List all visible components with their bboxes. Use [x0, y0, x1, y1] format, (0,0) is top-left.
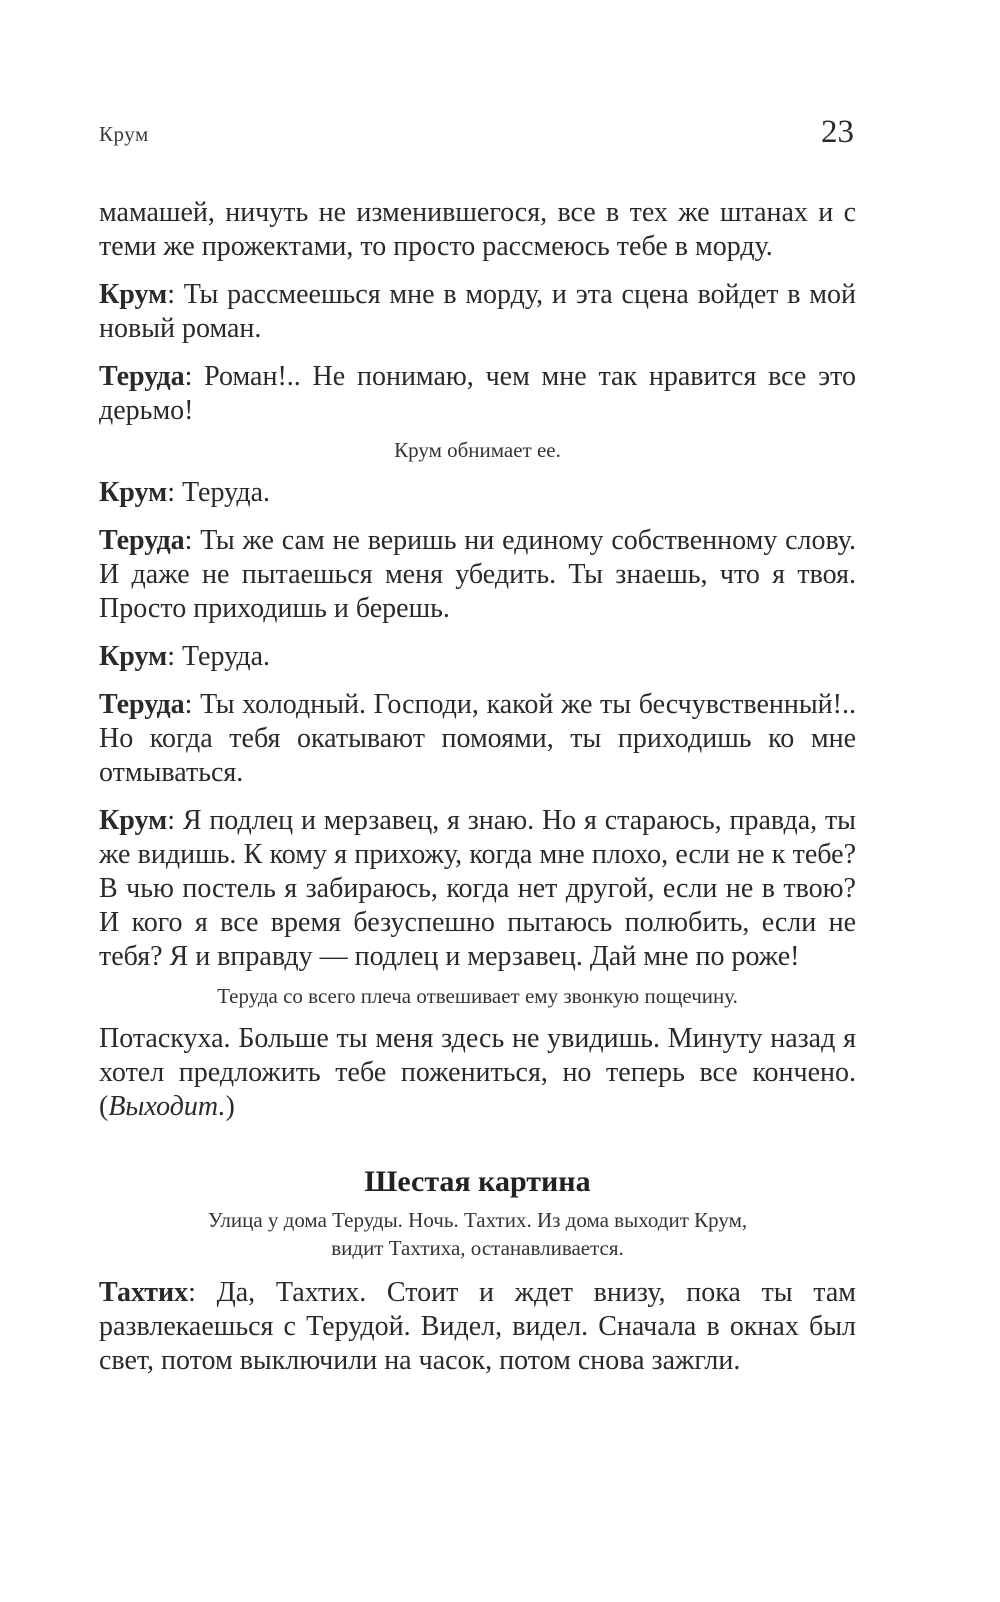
- speaker-name: Крум: [99, 477, 168, 508]
- dialogue-text: : Ты рассмеешься мне в морду, и эта сцена войдет в мой новый роман.: [99, 279, 856, 344]
- dialogue-line: [99, 278, 856, 346]
- dialogue-line: [99, 1276, 856, 1378]
- speaker-name: Теруда: [99, 525, 185, 556]
- dialogue-line: [99, 688, 856, 790]
- speaker-name: Теруда: [99, 361, 185, 392]
- running-title: Крум: [99, 122, 149, 146]
- setting-line: видит Тахтиха, останавливается.: [331, 1236, 624, 1260]
- dialogue-text: : Да, Тахтих. Стоит и ждет внизу, пока ты там развлекаешься с Терудой. Видел, видел. Сначала в окнах был свет, потом выключили на часок, потом снова зажгли.: [99, 1277, 856, 1376]
- speaker-name: Крум: [99, 805, 168, 836]
- stage-direction: Крум обнимает ее.: [394, 438, 561, 462]
- speaker-name: Тахтих: [99, 1277, 189, 1308]
- paragraph: мамашей, ничуть не изменившегося, все в тех же штанах и с теми же прожектами, то просто рассмеюсь тебе в морду.: [99, 197, 856, 262]
- dialogue-line: [99, 640, 856, 674]
- dialogue-line: [99, 1022, 856, 1124]
- text-block: [99, 196, 856, 1378]
- dialogue-text: : Ты холодный. Господи, какой же ты бесчувственный!.. Но когда тебя окатывают помоями, ты приходишь ко мне отмываться.: [99, 689, 856, 788]
- dialogue-line: [99, 804, 856, 974]
- setting-line: Улица у дома Теруды. Ночь. Тахтих. Из дома выходит Крум,: [207, 1208, 748, 1232]
- dialogue-text: : Теруда.: [167, 477, 271, 508]
- page-number: 23: [821, 114, 854, 150]
- scene-setting: [99, 1206, 856, 1262]
- dialogue-text: : Роман!.. Не понимаю, чем мне так нравится все это дерьмо!: [99, 361, 856, 426]
- dialogue-text: : Ты же сам не веришь ни единому собственному слову. И даже не пытаешься меня убедить. Ты знаешь, что я твоя. Просто приходишь и берешь.: [99, 525, 856, 624]
- speaker-name: Теруда: [99, 689, 185, 720]
- dialogue-line: [99, 524, 856, 626]
- dialogue-line: [99, 476, 856, 510]
- dialogue-text: : Я подлец и мерзавец, я знаю. Но я стараюсь, правда, ты же видишь. К кому я прихожу, когда мне плохо, если не к тебе? В чью постель я забираюсь, когда нет другой, если не в твою? И кого я все время безуспешно пытаюсь полюбить, если не тебя? Я и вправду — подлец и мерзавец. Дай мне по роже!: [99, 805, 856, 972]
- dialogue-text: : Теруда.: [167, 641, 271, 672]
- stage-direction: Теруда со всего плеча отвешивает ему звонкую пощечину.: [217, 984, 738, 1008]
- stage-exit: Выходит.: [108, 1091, 226, 1122]
- scene-title: Шестая картина: [364, 1165, 591, 1198]
- speaker-name: Крум: [99, 641, 168, 672]
- dialogue-text: Потаскуха. Больше ты меня здесь не увидишь. Минуту назад я хотел предложить тебе пожениться, но теперь все кончено. (: [99, 1023, 856, 1122]
- dialogue-line: [99, 360, 856, 428]
- closing-paren: ): [225, 1091, 235, 1122]
- speaker-name: Крум: [99, 279, 168, 310]
